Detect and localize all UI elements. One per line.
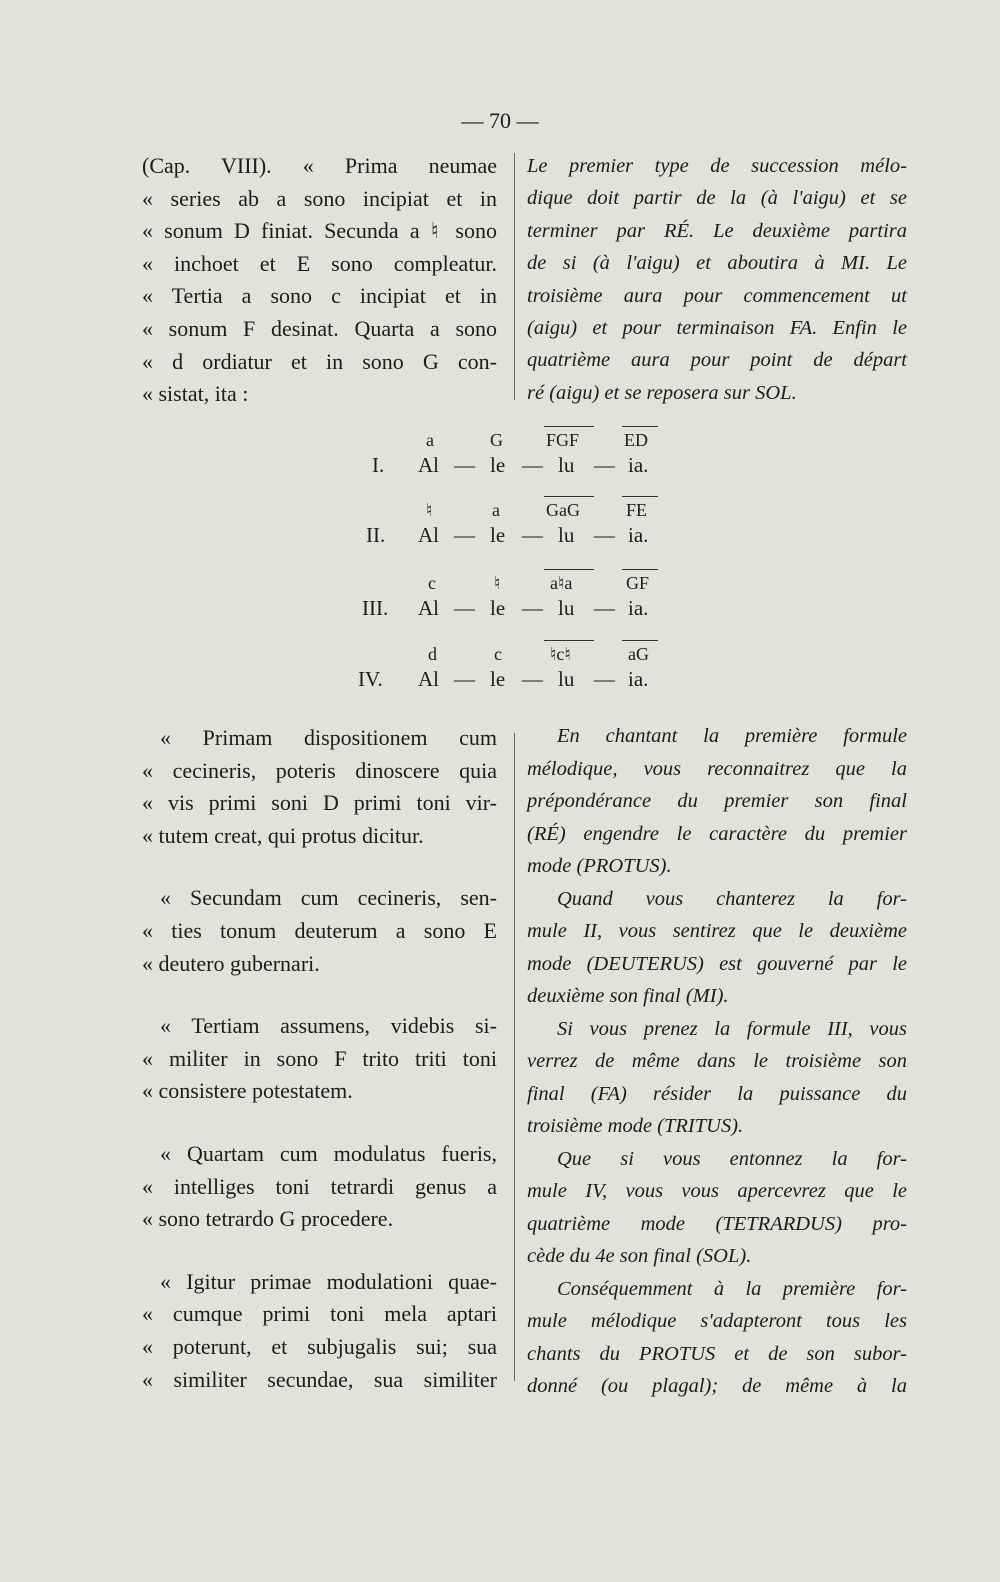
- neume-bar: [544, 569, 594, 570]
- syllable: ia.: [628, 596, 649, 620]
- syllable: le: [490, 667, 506, 691]
- text-line: chants du PROTUS et de son subor-: [527, 1342, 907, 1365]
- syllable-dash: —: [454, 596, 475, 620]
- note-label: ♮: [426, 500, 433, 520]
- paragraph-gap: [142, 980, 497, 1010]
- mode-numeral: IV.: [358, 667, 383, 691]
- syllable: lu: [558, 453, 575, 477]
- note-label: a♮a: [550, 573, 573, 593]
- syllable-dash: —: [522, 596, 543, 620]
- text-line: verrez de même dans le troisième son: [527, 1050, 907, 1072]
- text-line: deuxième son final (MI).: [527, 985, 729, 1007]
- text-line: « sonum D finiat. Secunda a ♮ sono: [142, 218, 497, 244]
- text-line: « cumque primi toni mela aptari: [142, 1301, 497, 1327]
- note-label: GaG: [546, 500, 580, 520]
- neume-bar: [622, 640, 658, 641]
- text-line: « consistere potestatem.: [142, 1078, 353, 1104]
- text-line: « tutem creat, qui protus dicitur.: [142, 822, 424, 848]
- text-line: « deutero gubernari.: [142, 950, 320, 976]
- syllable: lu: [558, 523, 575, 547]
- syllable-dash: —: [522, 523, 543, 547]
- syllable: Al: [418, 667, 439, 691]
- syllable: lu: [558, 667, 575, 691]
- text-line: Le premier type de succession mélo-: [527, 155, 907, 177]
- syllable: ia.: [628, 523, 649, 547]
- syllable: le: [490, 523, 506, 547]
- mode-numeral: III.: [362, 596, 389, 620]
- text-line: (RÉ) engendre le caractère du premier: [527, 822, 907, 845]
- text-line: « Tertiam assumens, videbis si-: [160, 1013, 497, 1039]
- text-line: mode (DEUTERUS) est gouverné par le: [527, 952, 907, 975]
- text-line: « series ab a sono incipiat et in: [142, 185, 497, 211]
- neume-bar: [622, 569, 658, 570]
- paragraph-gap: [142, 852, 497, 882]
- text-line: mule mélodique s'adapteront tous les: [527, 1310, 907, 1332]
- syllable-dash: —: [454, 453, 475, 477]
- text-line: « Quartam cum modulatus fueris,: [160, 1140, 497, 1166]
- text-line: « Tertia a sono c incipiat et in: [142, 283, 497, 309]
- text-line: « sono tetrardo G procedere.: [142, 1206, 394, 1232]
- latin-intro: [142, 150, 497, 411]
- latin-commentary: [142, 722, 497, 1396]
- text-line: « vis primi soni D primi toni vir-: [142, 790, 497, 816]
- text-line: « cecineris, poteris dinoscere quia: [142, 757, 497, 783]
- column-rule: [514, 733, 515, 1381]
- note-label: a: [492, 500, 500, 520]
- text-line: (aigu) et pour terminaison FA. Enfin le: [527, 316, 907, 339]
- note-label: d: [428, 644, 437, 664]
- syllable: le: [490, 453, 506, 477]
- page-number: — 70 —: [461, 108, 539, 133]
- text-line: quatrième mode (TETRARDUS) pro-: [527, 1212, 907, 1235]
- note-label: FGF: [546, 430, 580, 450]
- text-line: Quand vous chanterez la for-: [557, 887, 907, 910]
- syllable: ia.: [628, 667, 649, 691]
- syllable: lu: [558, 596, 575, 620]
- note-label: FE: [626, 500, 648, 520]
- text-line: cède du 4e son final (SOL).: [527, 1245, 752, 1267]
- note-label: ED: [624, 430, 648, 450]
- note-label: a: [426, 430, 434, 450]
- french-commentary: [527, 720, 907, 1403]
- text-line: troisième aura pour commencement ut: [527, 284, 907, 307]
- text-line: « poterunt, et subjugalis sui; sua: [142, 1333, 497, 1359]
- neume-bar: [622, 426, 658, 427]
- text-line: « similiter secundae, sua similiter: [142, 1366, 497, 1392]
- note-label: G: [490, 430, 503, 450]
- syllable-dash: —: [594, 453, 615, 477]
- syllable-dash: —: [594, 523, 615, 547]
- note-label: c: [494, 644, 502, 664]
- syllable: Al: [418, 523, 439, 547]
- text-line: (Cap. VIII). « Prima neumae: [142, 153, 497, 178]
- text-line: mule II, vous sentirez que le deuxième: [527, 920, 907, 942]
- note-label: GF: [626, 573, 650, 593]
- text-line: « sonum F desinat. Quarta a sono: [142, 315, 497, 341]
- text-line: « sistat, ita :: [142, 381, 249, 407]
- syllable-dash: —: [522, 667, 543, 691]
- neume-bar: [544, 496, 594, 497]
- column-rule: [514, 153, 515, 400]
- text-line: prépondérance du premier son final: [527, 790, 907, 812]
- syllable: ia.: [628, 453, 649, 477]
- syllable-dash: —: [594, 667, 615, 691]
- syllable-dash: —: [454, 667, 475, 691]
- text-line: « Secundam cum cecineris, sen-: [160, 885, 497, 911]
- syllable: le: [490, 596, 506, 620]
- note-label: ♮c♮: [550, 644, 571, 664]
- text-line: En chantant la première formule: [557, 725, 907, 747]
- note-label: c: [428, 573, 436, 593]
- mode-numeral: I.: [372, 453, 385, 477]
- text-line: donné (ou plagal); de même à la: [527, 1375, 907, 1397]
- syllable: Al: [418, 596, 439, 620]
- syllable: Al: [418, 453, 439, 477]
- text-line: troisième mode (TRITUS).: [527, 1115, 744, 1137]
- text-line: « ties tonum deuterum a sono E: [142, 917, 497, 943]
- text-line: « intelliges toni tetrardi genus a: [142, 1173, 497, 1199]
- text-line: Conséquemment à la première for-: [557, 1277, 907, 1300]
- text-line: « d ordiatur et in sono G con-: [142, 348, 497, 374]
- note-label: ♮: [494, 573, 501, 593]
- text-line: terminer par RÉ. Le deuxième partira: [527, 219, 907, 242]
- text-line: « militer in sono F trito triti toni: [142, 1045, 497, 1071]
- text-line: quatrième aura pour point de départ: [527, 349, 907, 372]
- text-line: ré (aigu) et se reposera sur SOL.: [527, 381, 797, 404]
- neume-bar: [544, 426, 594, 427]
- neume-bar: [622, 496, 658, 497]
- text-line: Si vous prenez la formule III, vous: [557, 1017, 907, 1040]
- text-line: de si (à l'aigu) et aboutira à MI. Le: [527, 252, 907, 275]
- text-line: Que si vous entonnez la for-: [557, 1147, 907, 1170]
- syllable-dash: —: [594, 596, 615, 620]
- syllable-dash: —: [454, 523, 475, 547]
- mode-numeral: II.: [366, 523, 386, 547]
- text-line: mule IV, vous vous apercevrez que le: [527, 1180, 907, 1202]
- syllable-dash: —: [522, 453, 543, 477]
- text-line: « Primam dispositionem cum: [160, 725, 497, 750]
- text-line: dique doit partir de la (à l'aigu) et se: [527, 187, 907, 210]
- text-line: « inchoet et E sono compleatur.: [142, 250, 497, 276]
- text-line: « Igitur primae modulationi quae-: [160, 1268, 497, 1294]
- paragraph-gap: [142, 1108, 497, 1138]
- neume-bar: [544, 640, 594, 641]
- note-label: aG: [628, 644, 649, 664]
- text-line: final (FA) résider la puissance du: [527, 1082, 907, 1105]
- text-line: mélodique, vous reconnaitrez que la: [527, 757, 907, 780]
- text-line: mode (PROTUS).: [527, 855, 672, 877]
- french-intro: [527, 150, 907, 409]
- paragraph-gap: [142, 1236, 497, 1266]
